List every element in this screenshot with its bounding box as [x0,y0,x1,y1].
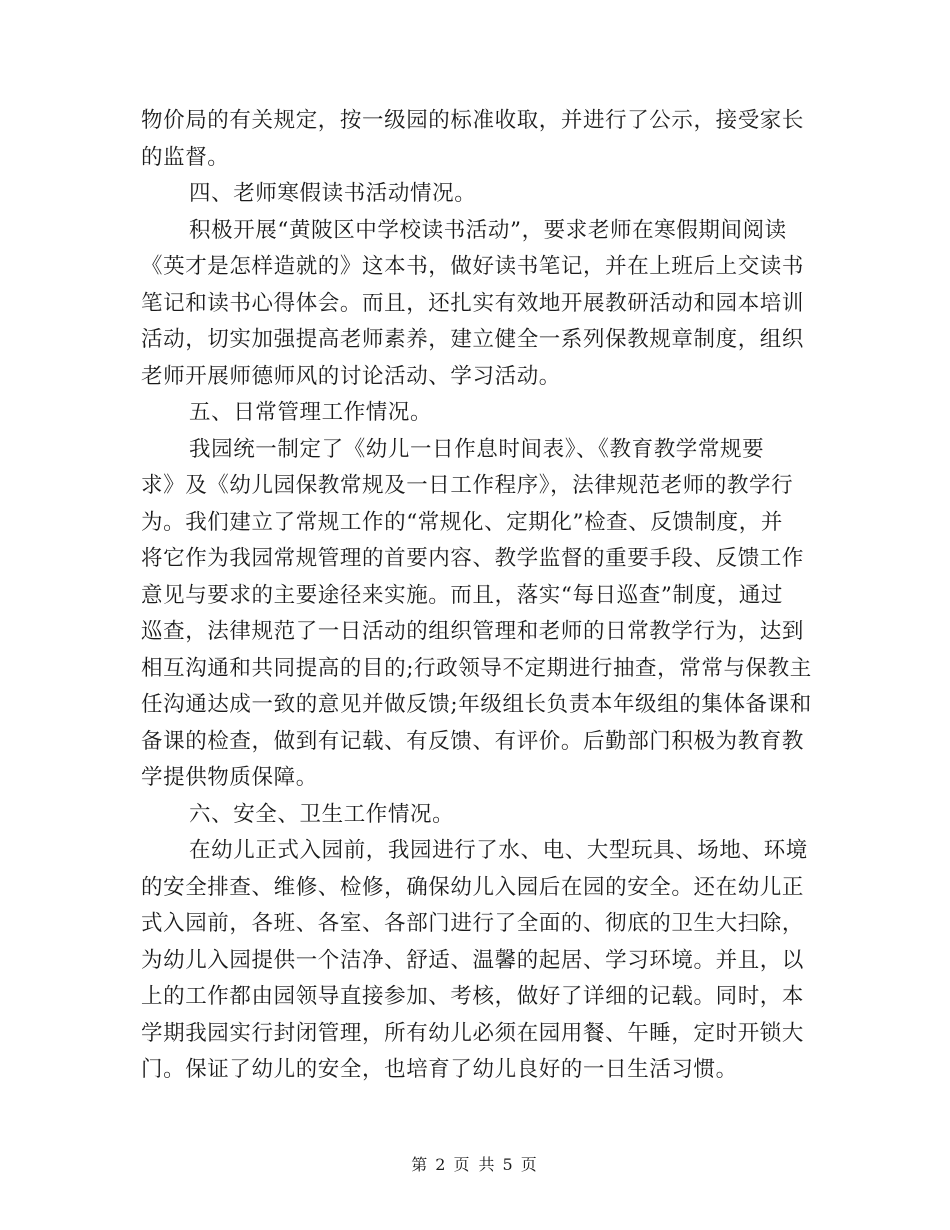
text-line: 巡查，法律规范了一日活动的组织管理和老师的日常教学行为，达到 [141,619,805,644]
text-line: 的安全排查、维修、检修，确保幼儿入园后在园的安全。还在幼儿正 [141,874,805,900]
text-line: 式入园前，各班、各室、各部门进行了全面的、彻底的卫生大扫除， [141,911,805,936]
text-line: 将它作为我园常规管理的首要内容、教学监督的重要手段、反馈工作 [141,546,805,571]
text-line: 求》及《幼儿园保教常规及一日工作程序》，法律规范老师的教学行 [141,473,794,498]
text-line: 积极开展“黄陂区中学校读书活动”，要求老师在寒假期间阅读 [189,217,787,243]
text-line: 相互沟通和共同提高的目的;行政领导不定期进行抽查，常常与保教主 [141,655,812,681]
section-heading: 四、老师寒假读书活动情况。 [189,181,477,206]
text-line: 意见与要求的主要途径来实施。而且，落实“每日巡查”制度，通过 [141,582,783,608]
section-heading: 六、安全、卫生工作情况。 [189,801,455,827]
text-line: 上的工作都由园领导直接参加、考核，做好了详细的记载。同时，本 [141,984,805,1009]
section-heading: 五、日常管理工作情况。 [189,400,433,425]
text-line: 老师开展师德师风的讨论活动、学习活动。 [141,363,561,389]
text-line: 学提供物质保障。 [141,765,318,790]
footer-prefix: 第 [411,1155,430,1174]
text-line: 笔记和读书心得体会。而且，还扎实有效地开展教研活动和园本培训 [141,290,805,316]
page-footer [0,1153,950,1177]
text-line: 在幼儿正式入园前，我园进行了水、电、大型玩具、场地、环境 [189,838,808,863]
footer-middle: 页 共 [453,1155,497,1174]
total-page-count: 5 [502,1155,515,1174]
text-line: 活动，切实加强提高老师素养，建立健全一系列保教规章制度，组织 [141,327,805,352]
text-line: 备课的检查，做到有记载、有反馈、有评价。后勤部门积极为教育教 [141,728,805,754]
text-line: 门。保证了幼儿的安全，也培育了幼儿良好的一日生活习惯。 [141,1057,738,1082]
text-line: 的监督。 [141,144,230,170]
text-line: 为幼儿入园提供一个洁净、舒适、温馨的起居、学习环境。并且，以 [141,947,805,973]
current-page-number: 2 [435,1155,448,1174]
text-line: 《英才是怎样造就的》这本书，做好读书笔记，并在上班后上交读书 [141,254,805,279]
text-line: 我园统一制定了《幼儿一日作息时间表》、《教育教学常规要 [189,436,765,462]
text-line: 为。我们建立了常规工作的“常规化、定期化”检查、反馈制度，并 [141,509,783,535]
document-body [141,103,813,1089]
text-line: 学期我园实行封闭管理，所有幼儿必须在园用餐、午睡，定时开锁大 [141,1020,805,1046]
text-line: 物价局的有关规定，按一级园的标准收取，并进行了公示，接受家长 [141,108,805,133]
text-line: 任沟通达成一致的意见并做反馈;年级组长负责本年级组的集体备课和 [141,692,812,717]
footer-suffix: 页 [520,1155,539,1174]
